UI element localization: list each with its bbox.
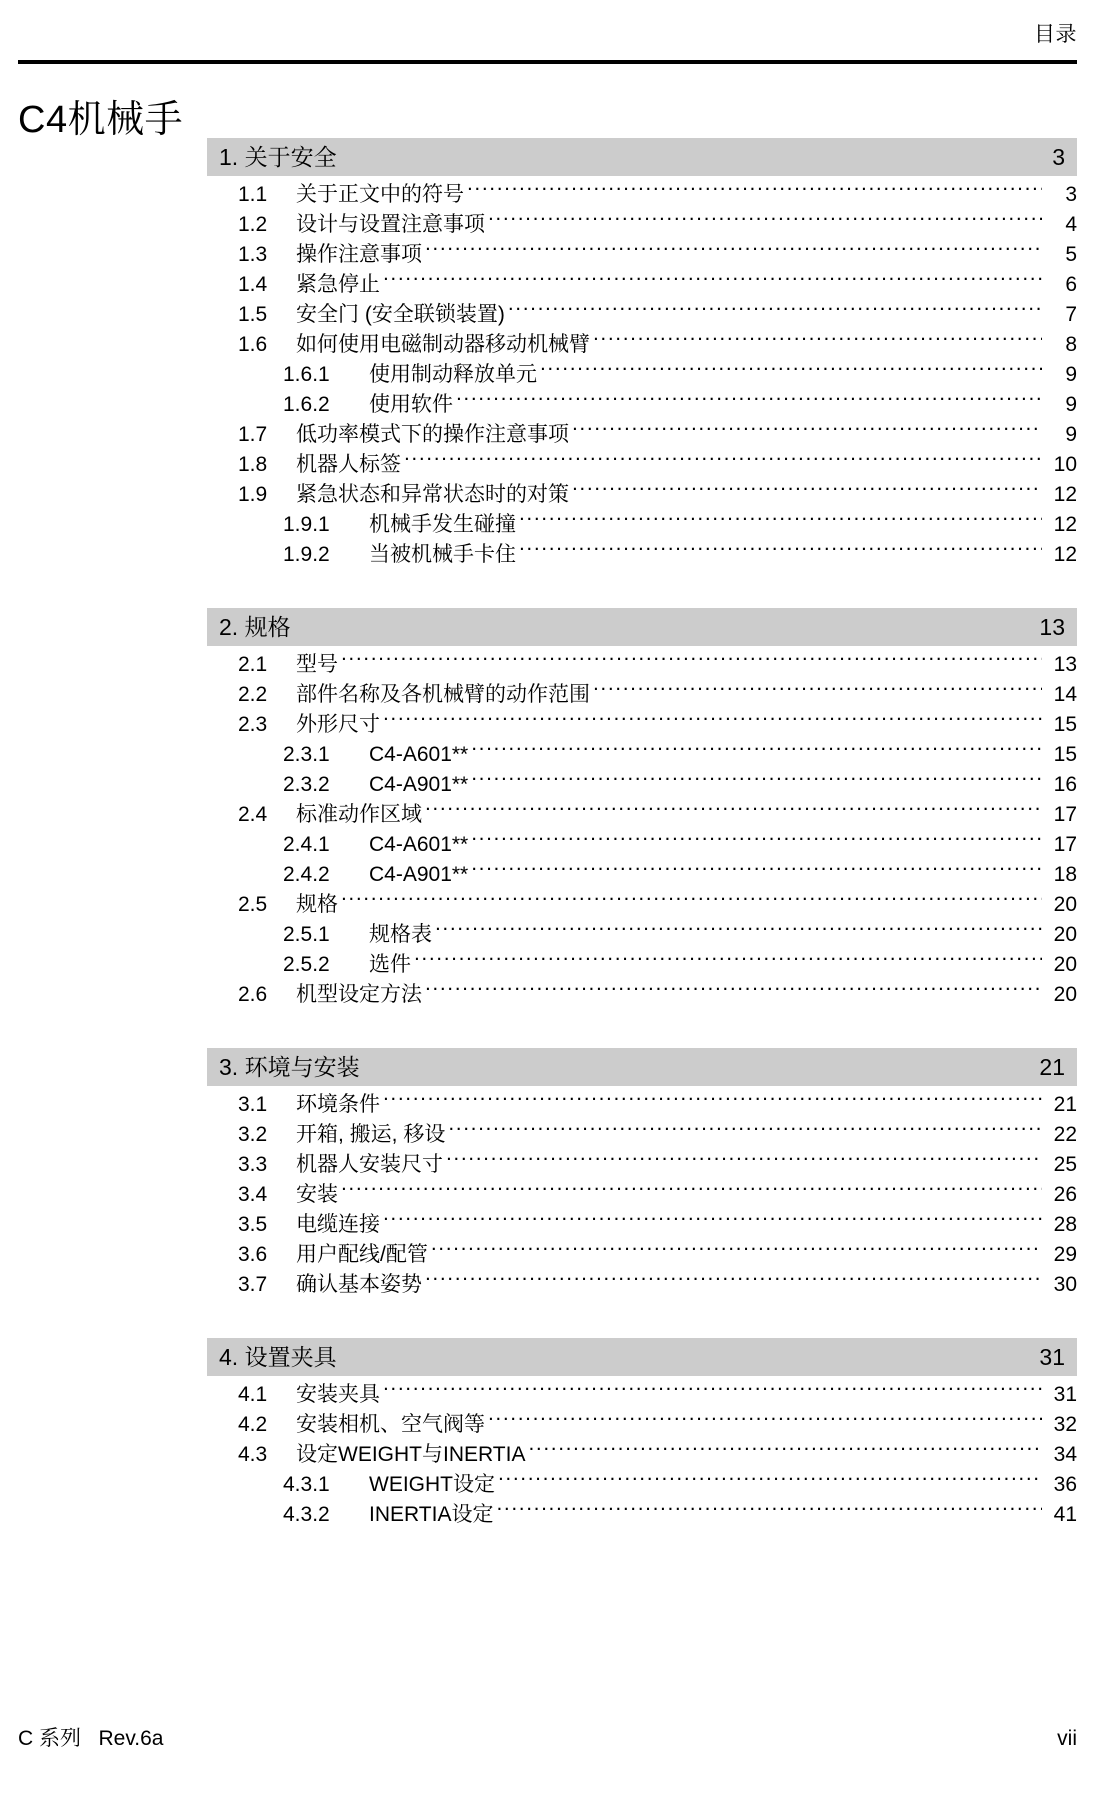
toc-entry-number: 1.9 <box>238 483 268 506</box>
toc-entry-number: 3.5 <box>238 1213 268 1236</box>
toc-chapter-header[interactable] <box>207 1338 1077 1376</box>
toc-entry-title: 如何使用电磁制动器移动机械臂 <box>296 333 590 356</box>
toc-chapter-page-number: 21 <box>1039 1054 1065 1080</box>
toc-entry-page-number: 20 <box>1053 953 1077 976</box>
toc-entry-title: 电缆连接 <box>296 1213 380 1236</box>
toc-entry-page-number: 3 <box>1065 183 1077 206</box>
page-title: C4机械手 <box>18 99 184 141</box>
toc-entry-title: 部件名称及各机械臂的动作范围 <box>296 683 590 706</box>
toc-entry[interactable] <box>207 920 1077 950</box>
toc-entry-page-number: 20 <box>1053 923 1077 946</box>
toc-entry[interactable] <box>207 270 1077 300</box>
toc-entry[interactable] <box>207 480 1077 510</box>
toc-dot-leader <box>446 1150 1042 1171</box>
toc-chapter-page-number: 3 <box>1052 144 1065 170</box>
toc-entry[interactable] <box>207 1500 1077 1530</box>
toc-entry-number: 2.5 <box>238 893 268 916</box>
toc-entry[interactable] <box>207 360 1077 390</box>
toc-chapter-label: 1. 关于安全 <box>219 144 337 170</box>
toc-dot-leader <box>467 180 1042 201</box>
toc-dot-leader <box>425 980 1042 1001</box>
toc-entry-number: 3.2 <box>238 1123 268 1146</box>
toc-entry-number: 4.2 <box>238 1413 268 1436</box>
toc-entry-page-number: 12 <box>1053 513 1077 536</box>
toc-entry-page-number: 28 <box>1053 1213 1077 1236</box>
toc-entry-number: 3.6 <box>238 1243 268 1266</box>
toc-entry-page-number: 6 <box>1065 273 1077 296</box>
toc-entry[interactable] <box>207 1210 1077 1240</box>
toc-entry-title: INERTIA设定 <box>369 1503 494 1526</box>
toc-entry[interactable] <box>207 450 1077 480</box>
toc-entry[interactable] <box>207 1410 1077 1440</box>
toc-entry-title: 确认基本姿势 <box>296 1273 422 1296</box>
toc-entry-number: 1.8 <box>238 453 268 476</box>
toc-dot-leader <box>471 860 1042 881</box>
toc-entry-title: 设定WEIGHT与INERTIA <box>296 1443 526 1466</box>
toc-group-spacer <box>207 1300 1077 1338</box>
toc-entry-page-number: 13 <box>1053 653 1077 676</box>
toc-entry-title: 低功率模式下的操作注意事项 <box>296 423 569 446</box>
toc-entry[interactable] <box>207 540 1077 570</box>
toc-entry-number: 2.4.1 <box>283 833 330 856</box>
toc-chapter-header[interactable] <box>207 1048 1077 1086</box>
toc-entry-number: 2.2 <box>238 683 268 706</box>
toc-entry[interactable] <box>207 680 1077 710</box>
toc-dot-leader <box>383 710 1042 731</box>
toc-dot-leader <box>471 830 1042 851</box>
toc-entry-title: 使用软件 <box>369 393 453 416</box>
toc-entry-page-number: 17 <box>1053 833 1077 856</box>
toc-entry-number: 2.5.1 <box>283 923 330 946</box>
toc-entry-number: 1.5 <box>238 303 268 326</box>
toc-entry[interactable] <box>207 240 1077 270</box>
toc-dot-leader <box>431 1240 1042 1261</box>
toc-entry-title: C4-A901** <box>369 773 469 796</box>
toc-entry-number: 3.7 <box>238 1273 268 1296</box>
footer-page-number: vii <box>1057 1727 1077 1750</box>
toc-dot-leader <box>593 680 1042 701</box>
toc-entry-number: 3.4 <box>238 1183 268 1206</box>
toc-entry-title: 外形尺寸 <box>296 713 380 736</box>
toc-entry-page-number: 12 <box>1053 543 1077 566</box>
toc-entry-page-number: 15 <box>1053 713 1077 736</box>
toc-group-spacer <box>207 1010 1077 1048</box>
toc-entry-number: 1.6.1 <box>283 363 330 386</box>
toc-entry-title: 用户配线/配管 <box>296 1243 428 1266</box>
toc-entry-page-number: 32 <box>1053 1413 1077 1436</box>
toc-group <box>207 138 1077 570</box>
toc-entry[interactable] <box>207 800 1077 830</box>
toc-entry-page-number: 18 <box>1053 863 1077 886</box>
toc-entry-title: 规格表 <box>369 923 432 946</box>
toc-dot-leader <box>448 1120 1042 1141</box>
toc-entry[interactable] <box>207 1240 1077 1270</box>
toc-entry[interactable] <box>207 1470 1077 1500</box>
toc-entry-number: 2.3 <box>238 713 268 736</box>
toc-dot-leader <box>341 1180 1042 1201</box>
toc-entry-title: 设计与设置注意事项 <box>296 213 485 236</box>
toc-entry-page-number: 17 <box>1053 803 1077 826</box>
toc-chapter-label: 4. 设置夹具 <box>219 1344 337 1370</box>
toc-dot-leader <box>425 240 1042 261</box>
page-footer <box>18 1725 1077 1753</box>
toc-entry[interactable] <box>207 1440 1077 1470</box>
toc-dot-leader <box>404 450 1042 471</box>
toc-entry-title: 当被机械手卡住 <box>369 543 516 566</box>
toc-chapter-label: 3. 环境与安装 <box>219 1054 360 1080</box>
toc-entry[interactable] <box>207 950 1077 980</box>
toc-entry[interactable] <box>207 1150 1077 1180</box>
toc-entry-title: 机械手发生碰撞 <box>369 513 516 536</box>
toc-entry-page-number: 10 <box>1053 453 1077 476</box>
toc-chapter-page-number: 31 <box>1039 1344 1065 1370</box>
toc-entry[interactable] <box>207 180 1077 210</box>
toc-entry[interactable] <box>207 830 1077 860</box>
toc-entry-number: 2.4 <box>238 803 268 826</box>
toc-dot-leader <box>488 1410 1042 1431</box>
toc-dot-leader <box>425 800 1042 821</box>
toc-entry-page-number: 34 <box>1053 1443 1077 1466</box>
toc-entry[interactable] <box>207 510 1077 540</box>
toc-entry-number: 4.3.1 <box>283 1473 330 1496</box>
toc-entry-number: 1.9.1 <box>283 513 330 536</box>
toc-entry-title: C4-A601** <box>369 743 469 766</box>
toc-entry-page-number: 29 <box>1053 1243 1077 1266</box>
toc-entry-page-number: 15 <box>1053 743 1077 766</box>
toc-entry-page-number: 41 <box>1053 1503 1077 1526</box>
toc-entry-page-number: 21 <box>1053 1093 1077 1116</box>
toc-entry-page-number: 22 <box>1053 1123 1077 1146</box>
toc-entry-number: 2.3.2 <box>283 773 330 796</box>
running-header <box>18 22 1077 64</box>
toc-chapter-header[interactable] <box>207 138 1077 176</box>
toc-dot-leader <box>488 210 1042 231</box>
toc-dot-leader <box>383 1380 1042 1401</box>
toc-entry-number: 1.3 <box>238 243 268 266</box>
toc-entry-title: 关于正文中的符号 <box>296 183 464 206</box>
toc-entry-title: 机器人标签 <box>296 453 401 476</box>
toc-entry-number: 2.1 <box>238 653 268 676</box>
toc-dot-leader <box>383 270 1042 291</box>
toc-entry[interactable] <box>207 890 1077 920</box>
toc-entry-title: 选件 <box>369 953 411 976</box>
toc-dot-leader <box>519 540 1042 561</box>
toc-entry[interactable] <box>207 390 1077 420</box>
toc-dot-leader <box>593 330 1042 351</box>
toc-entry-page-number: 9 <box>1065 393 1077 416</box>
toc-entry-number: 1.2 <box>238 213 268 236</box>
toc-entry-page-number: 9 <box>1065 423 1077 446</box>
header-rule <box>18 60 1077 64</box>
toc-entry-title: C4-A901** <box>369 863 469 886</box>
toc-entry[interactable] <box>207 1120 1077 1150</box>
toc-entry-number: 1.7 <box>238 423 268 446</box>
toc-entry-page-number: 5 <box>1065 243 1077 266</box>
toc-chapter-header[interactable] <box>207 608 1077 646</box>
toc-entry[interactable] <box>207 330 1077 360</box>
toc-entry-number: 4.1 <box>238 1383 268 1406</box>
toc-entry-number: 4.3.2 <box>283 1503 330 1526</box>
toc-entry-page-number: 14 <box>1053 683 1077 706</box>
toc-entry-title: 安装相机、空气阀等 <box>296 1413 485 1436</box>
toc-entry-title: WEIGHT设定 <box>369 1473 495 1496</box>
toc-group <box>207 1338 1077 1530</box>
toc-entry-title: 安装 <box>296 1183 338 1206</box>
toc-dot-leader <box>508 300 1042 321</box>
toc-entry[interactable] <box>207 980 1077 1010</box>
toc-dot-leader <box>540 360 1042 381</box>
toc-entry-title: 环境条件 <box>296 1093 380 1116</box>
toc-entry-number: 2.6 <box>238 983 268 1006</box>
toc-entry[interactable] <box>207 710 1077 740</box>
toc-entry-number: 2.3.1 <box>283 743 330 766</box>
toc-entry[interactable] <box>207 1270 1077 1300</box>
toc-entry[interactable] <box>207 740 1077 770</box>
toc-dot-leader <box>572 420 1042 441</box>
toc-entry-page-number: 9 <box>1065 363 1077 386</box>
toc-entry-number: 1.6.2 <box>283 393 330 416</box>
toc-dot-leader <box>414 950 1042 971</box>
toc-entry-page-number: 20 <box>1053 983 1077 1006</box>
toc-entry-number: 1.1 <box>238 183 268 206</box>
toc-entry-title: 紧急停止 <box>296 273 380 296</box>
toc-dot-leader <box>456 390 1042 411</box>
toc-entry[interactable] <box>207 210 1077 240</box>
toc-entry-title: 开箱, 搬运, 移设 <box>296 1123 446 1146</box>
toc-entry[interactable] <box>207 300 1077 330</box>
toc-entry-page-number: 26 <box>1053 1183 1077 1206</box>
toc-entry[interactable] <box>207 1180 1077 1210</box>
toc-entry-page-number: 12 <box>1053 483 1077 506</box>
toc-entry-number: 3.3 <box>238 1153 268 1176</box>
toc-entry-number: 1.4 <box>238 273 268 296</box>
toc-dot-leader <box>496 1500 1042 1521</box>
toc-entry-title: 机型设定方法 <box>296 983 422 1006</box>
toc-entry-title: 标准动作区域 <box>296 803 422 826</box>
toc-entry[interactable] <box>207 1090 1077 1120</box>
toc-entry-page-number: 36 <box>1053 1473 1077 1496</box>
toc-chapter-label: 2. 规格 <box>219 614 291 640</box>
toc-entry[interactable] <box>207 1380 1077 1410</box>
toc-dot-leader <box>519 510 1042 531</box>
toc-entry-title: 操作注意事项 <box>296 243 422 266</box>
toc-entry-page-number: 16 <box>1053 773 1077 796</box>
toc-dot-leader <box>572 480 1042 501</box>
footer-document-label: C 系列 Rev.6a <box>18 1727 164 1750</box>
toc-entry-page-number: 20 <box>1053 893 1077 916</box>
toc-dot-leader <box>435 920 1042 941</box>
toc-dot-leader <box>471 740 1042 761</box>
toc-dot-leader <box>425 1270 1042 1291</box>
toc-group <box>207 608 1077 1010</box>
toc-entry[interactable] <box>207 770 1077 800</box>
toc-entry-number: 1.9.2 <box>283 543 330 566</box>
toc-entry-title: 机器人安装尺寸 <box>296 1153 443 1176</box>
toc-dot-leader <box>528 1440 1042 1461</box>
toc-entry-title: 紧急状态和异常状态时的对策 <box>296 483 569 506</box>
toc-entry-title: 安全门 (安全联锁装置) <box>296 303 505 326</box>
toc-entry-page-number: 4 <box>1065 213 1077 236</box>
toc-entry-page-number: 30 <box>1053 1273 1077 1296</box>
running-header-title: 目录 <box>1034 23 1077 46</box>
toc-entry-title: 型号 <box>296 653 338 676</box>
toc-entry-number: 2.4.2 <box>283 863 330 886</box>
toc-entry[interactable] <box>207 420 1077 450</box>
toc-entry-number: 1.6 <box>238 333 268 356</box>
toc-entry-title: 使用制动释放单元 <box>369 363 537 386</box>
toc-entry-title: C4-A601** <box>369 833 469 856</box>
toc-dot-leader <box>383 1090 1042 1111</box>
toc-entry-title: 规格 <box>296 893 338 916</box>
toc-dot-leader <box>341 890 1042 911</box>
toc-dot-leader <box>471 770 1042 791</box>
toc-group-spacer <box>207 570 1077 608</box>
toc-dot-leader <box>498 1470 1042 1491</box>
toc-entry-page-number: 25 <box>1053 1153 1077 1176</box>
toc-chapter-page-number: 13 <box>1039 614 1065 640</box>
toc-entry[interactable] <box>207 650 1077 680</box>
toc-entry[interactable] <box>207 860 1077 890</box>
table-of-contents <box>207 138 1077 1530</box>
toc-dot-leader <box>341 650 1042 671</box>
toc-entry-page-number: 31 <box>1053 1383 1077 1406</box>
toc-entry-page-number: 8 <box>1065 333 1077 356</box>
toc-entry-title: 安装夹具 <box>296 1383 380 1406</box>
toc-entry-number: 3.1 <box>238 1093 268 1116</box>
toc-dot-leader <box>383 1210 1042 1231</box>
toc-group <box>207 1048 1077 1300</box>
toc-entry-number: 2.5.2 <box>283 953 330 976</box>
toc-entry-number: 4.3 <box>238 1443 268 1466</box>
toc-entry-page-number: 7 <box>1065 303 1077 326</box>
